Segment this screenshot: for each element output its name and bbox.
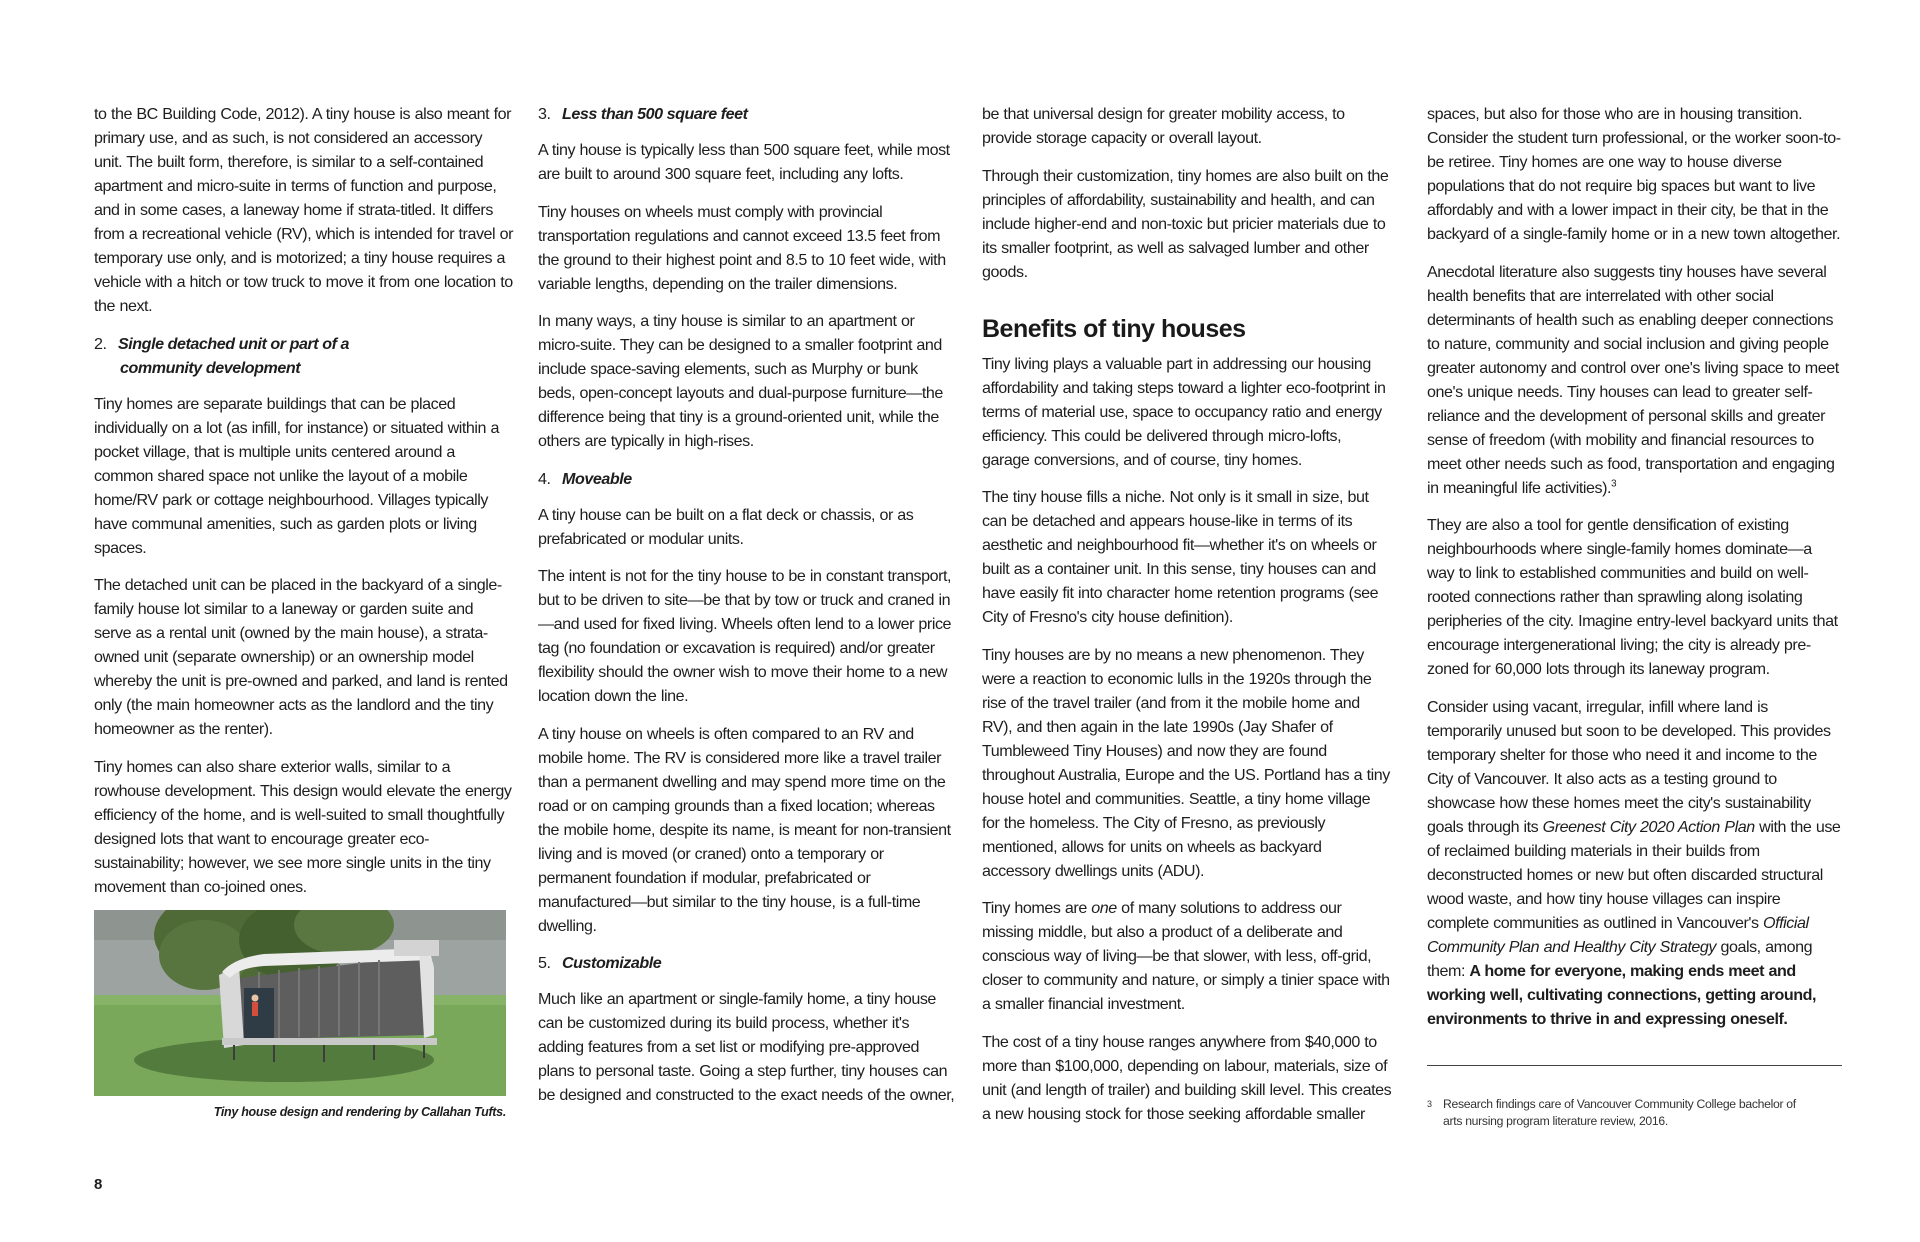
- footnote-reference: 3: [1611, 478, 1617, 490]
- list-item-title-continued: community development: [120, 358, 301, 377]
- paragraph: In many ways, a tiny house is similar to an apartment or micro-suite. They can be designed to a smaller footprint and include space-saving elements, such as Murphy or bunk beds, open-concept layouts and dual-purpose furniture—the difference being that tiny is a ground-oriented unit, while the others are typically in high-rises.: [538, 312, 943, 450]
- list-item-heading: [538, 467, 956, 491]
- list-item-title: Moveable: [562, 469, 632, 488]
- column-3: [982, 102, 1392, 1139]
- paragraph: Tiny homes are separate buildings that can be placed individually on a lot (as infill, for instance) or situated within a pocket village, that is multiple units centered around a common shared space not unlike the layout of a mobile home/RV park or cottage neighbourhood. Villages typically have communal amenities, such as garden plots or living spaces.: [94, 394, 499, 557]
- list-item-heading: [538, 102, 956, 126]
- paragraph: [1427, 695, 1843, 1031]
- footnote-text: Research findings care of Vancouver Community College bachelor of arts nursing program literature review, 2016.: [1443, 1097, 1796, 1128]
- paragraph: A tiny house is typically less than 500 square feet, while most are built to around 300 square feet, including any lofts.: [538, 141, 950, 183]
- page-number: 8: [94, 1176, 103, 1193]
- paragraph: Tiny homes can also share exterior walls, similar to a rowhouse development. This design would elevate the energy efficiency of the home, and is well-suited to small thoughtfully designed lots that want to encourage greater eco-sustainability; however, we see more single units in the tiny movement than co-joined ones.: [94, 757, 512, 896]
- list-item-title: Single detached unit or part of a: [118, 334, 350, 353]
- paragraph: be that universal design for greater mobility access, to provide storage capacity or overall layout.: [982, 105, 1345, 147]
- text-run: Tiny homes are: [982, 899, 1092, 917]
- list-number: 3.: [538, 105, 551, 123]
- paragraph: [982, 896, 1392, 1016]
- list-number: 5.: [538, 954, 551, 972]
- footnote: [1427, 1096, 1842, 1130]
- paragraph: spaces, but also for those who are in housing transition. Consider the student turn professional, or the worker soon-to-be retiree. Tiny homes are one way to house diverse populations that do not require big spaces but want to live affordably and with a lower impact in their city, be that in the backyard of a single-family home or in a new town altogether.: [1427, 105, 1841, 243]
- text-run: Anecdotal literature also suggests tiny houses have several health benefits that are interrelated with other social determinants of health such as enabling deeper connections to nature, community and social inclusion and giving people greater autonomy and control over one's living space to meet one's unique needs. Tiny houses can lead to greater self-reliance and the development of personal skills and greater sense of freedom (with mobility and financial resources to meet other needs such as food, transportation and engaging in meaningful life activities).: [1427, 262, 1839, 497]
- text-run: of many solutions to address our missing middle, but also a product of a deliberate and conscious way of living—be that slower, with less, off-grid, closer to community and nature, or simply a tinier space with a smaller financial investment.: [982, 899, 1390, 1013]
- paragraph: Through their customization, tiny homes are also built on the principles of affordability, sustainability and health, and can include higher-end and non-toxic but pricier materials due to its smaller footprint, as well as salvaged lumber and other goods.: [982, 166, 1389, 281]
- paragraph: to the BC Building Code, 2012). A tiny house is also meant for primary use, and as such, is not considered an accessory unit. The built form, therefore, is similar to a self-contained apartment and micro-suite in terms of function and purpose, and in some cases, a laneway home if strata-titled. It differs from a recreational vehicle (RV), which is intended for travel or temporary use only, and is motorized; a tiny house requires a vehicle with a hitch or tow truck to move it from one location to the next.: [94, 105, 514, 315]
- emphasis: Official Community Plan and Healthy City Strategy: [1427, 913, 1809, 956]
- text-run: Consider using vacant, irregular, infill where land is temporarily unused but soon to be developed. This provides temporary shelter for those who need it and income to the City of Vancouver. It also acts as a testing ground to showcase how these homes meet the city's sustainability goals through its: [1427, 697, 1831, 836]
- list-number: 2.: [94, 334, 107, 353]
- emphasis: Greenest City 2020 Action Plan: [1542, 817, 1755, 836]
- paragraph: The detached unit can be placed in the backyard of a single-family house lot similar to a laneway or garden suite and serve as a rental unit (owned by the main house), a strata-owned unit (separate ownership) or an ownership model whereby the unit is pre-owned and parked, and land is rented only (the main homeowner acts as the landlord and the tiny homeowner as the renter).: [94, 576, 508, 738]
- paragraph: Tiny houses on wheels must comply with provincial transportation regulations and cannot exceed 13.5 feet from the ground to their highest point and 8.5 to 10 feet wide, with variable lengths, depending on the trailer dimensions.: [538, 202, 946, 293]
- figure-caption: Tiny house design and rendering by Callahan Tufts.: [213, 1105, 506, 1119]
- paragraph: The tiny house fills a niche. Not only is it small in size, but can be detached and appears house-like in terms of its aesthetic and neighbourhood fit—whether it's on wheels or built as a container unit. In this sense, tiny houses can and have easily fit into character home retention programs (see City of Fresno's city house definition).: [982, 488, 1379, 626]
- list-item-title: Less than 500 square feet: [562, 105, 748, 123]
- bold-text: A home for everyone, making ends meet and working well, cultivating connections, getting around, environments to thrive in and expressing oneself.: [1427, 961, 1817, 1028]
- paragraph: They are also a tool for gentle densification of existing neighbourhoods where single-family homes dominate—a way to link to established communities and build on well-rooted connections rather than sprawling along isolating peripheries of the city. Imagine entry-level backyard units that encourage intergenerational living; the city is already pre-zoned for 60,000 lots through its laneway program.: [1427, 516, 1838, 678]
- text-run: goals, among them:: [1427, 937, 1813, 980]
- paragraph: The intent is not for the tiny house to be in constant transport, but to be driven to site—be that by tow or truck and craned in—and used for fixed living. Wheels often lend to a lower price tag (no foundation or excavation is required) and/or greater flexibility should the owner wish to move their home to a new location down the line.: [538, 567, 952, 705]
- column-1: [94, 102, 514, 912]
- section-heading: Benefits of tiny houses: [982, 314, 1246, 343]
- list-number: 4.: [538, 469, 551, 488]
- column-4: [1427, 102, 1843, 1044]
- paragraph: A tiny house can be built on a flat deck or chassis, or as prefabricated or modular units.: [538, 505, 914, 548]
- emphasis: one: [1091, 899, 1117, 917]
- paragraph: A tiny house on wheels is often compared to an RV and mobile home. The RV is considered more like a travel trailer than a permanent dwelling and may spend more time on the road or on camping grounds than a fixed location; whereas the mobile home, despite its name, is meant for non-transient living and is moved (or craned) onto a temporary or permanent foundation if modular, prefabricated or manufactured—but similar to the tiny house, is a full-time dwelling.: [538, 724, 951, 935]
- paragraph: The cost of a tiny house ranges anywhere from $40,000 to more than $100,000, depending on labour, materials, size of unit (and length of trailer) and building skill level. This creates a new housing stock for those seeking affordable smaller: [982, 1032, 1392, 1123]
- list-item-heading: [94, 332, 514, 380]
- paragraph: Much like an apartment or single-family home, a tiny house can be customized during its build process, whether it's adding features from a set list or modifying pre-approved plans to personal taste. Going a step further, tiny houses can be designed and constructed to the exact needs of the owner,: [538, 990, 955, 1104]
- tiny-house-rendering-image: [94, 910, 506, 1096]
- paragraph: Tiny living plays a valuable part in addressing our housing affordability and taking steps toward a lighter eco-footprint in terms of material use, space to occupancy ratio and energy efficiency. This could be delivered through micro-lofts, garage conversions, and of course, tiny homes.: [982, 354, 1386, 469]
- footnote-mark: 3: [1427, 1099, 1432, 1109]
- paragraph: [1427, 260, 1843, 500]
- list-item-heading: [538, 951, 956, 975]
- list-item-title: Customizable: [562, 954, 662, 972]
- column-2: [538, 102, 956, 1121]
- paragraph: Tiny houses are by no means a new phenomenon. They were a reaction to economic lulls in the 1920s through the rise of the travel trailer (and from it the mobile home and RV), and then again in the late 1990s (Jay Shafer of Tumbleweed Tiny Houses) and now they are found throughout Australia, Europe and the US. Portland has a tiny house hotel and communities. Seattle, a tiny home village for the homeless. The City of Fresno, as previously mentioned, allows for units on wheels as backyard accessory dwellings units (ADU).: [982, 645, 1390, 880]
- footnote-divider: [1427, 1065, 1842, 1066]
- text-run: with the use of reclaimed building materials in their builds from deconstructed homes or new but often discarded structural wood waste, and how tiny house villages can inspire complete communities as outlined in Vancouver's: [1427, 817, 1841, 932]
